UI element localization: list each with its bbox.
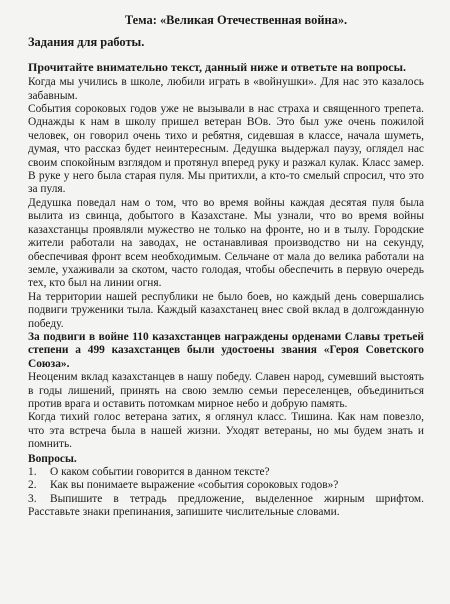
question-item: [28, 466, 424, 479]
bold-paragraph: За подвиги в войне 110 казахстанцев награждены орденами Славы третьей степени а 499 казахстанцев были удостоены звания «Героя Советского Союза».: [28, 330, 424, 370]
question-item: [28, 479, 424, 492]
paragraph-6: Когда тихий голос ветерана затих, я оглянул класс. Тишина. Как нам повезло, что эта встреча была в нашей жизни. Уходят ветераны, но мы будем знать и помнить.: [28, 411, 424, 451]
paragraph-4: На территории нашей республики не было боев, но каждый день совершались подвиги труженики тыла. Каждый казахстанец внес свой вклад в долгожданную победу.: [28, 290, 424, 330]
paragraph-5: Неоценим вклад казахстанцев в нашу победу. Славен народ, сумевший выстоять в годы лишений, принять на свою землю семьи переселенцев, объединиться против врага и оставить потомкам мирное небо и добрую память.: [28, 371, 424, 410]
tasks-heading: Задания для работы.: [28, 35, 145, 50]
questions-list: [28, 466, 424, 520]
question-number: 2.: [28, 479, 37, 492]
questions-heading: Вопросы.: [28, 452, 77, 465]
page-title: Тема: «Великая Отечественная война».: [124, 13, 348, 27]
question-text: Выпишите в тетрадь предложение, выделенное жирным шрифтом. Расставьте знаки препинания, запишите числительные словами.: [28, 492, 424, 519]
question-number: 1.: [28, 466, 37, 478]
question-text: Как вы понимаете выражение «события сороковых годов»?: [50, 479, 339, 492]
question-text: О каком событии говорится в данном тексте?: [50, 466, 270, 478]
paragraph-2: События сороковых годов уже не вызывали в нас страха и священного трепета. Однажды к нам в школу пришел ветеран ВОв. Это был уже очень пожилой человек, он говорил очень тихо и ребятня, сидевшая в классе, начала шуметь, думая, что рассказ будет неинтересным. Дедушка выдержал паузу, оглядел нас своим спокойным взглядом и протянул вперед руку и разжал кулак. Класс замер. В руке у него была старая пуля. Мы притихли, а кто-то смелый спросил, что это за пуля.: [28, 103, 424, 196]
paragraph-3: Дедушка поведал нам о том, что во время войны каждая десятая пуля была вылита из свинца, добытого в Казахстане. Мы узнали, что во время войны казахстанцы проявляли мужество не только на фронте, но и в тылу. Городские жители работали на заводах, не останавливая производство ни на секунду, обеспечивая фронт всем необходимым. Сельчане от мала до велика работали на земле, ухаживали за скотом, часто голодая, чтобы обеспечить в первую очередь тех, кто был на линии огня.: [28, 196, 424, 290]
paragraph-1: Когда мы учились в школе, любили играть в «войнушки». Для нас это казалось забавным.: [28, 76, 424, 102]
question-item: [28, 493, 424, 520]
instruction-text: Прочитайте внимательно текст, данный ниже и ответьте на вопросы.: [28, 59, 406, 74]
question-number: 3.: [28, 492, 37, 505]
